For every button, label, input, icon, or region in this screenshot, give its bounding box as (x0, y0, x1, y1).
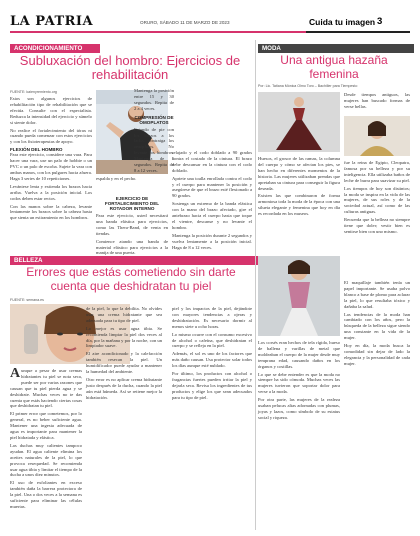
paragraph: Además, el sol es uno de los factores que más daño causan. Usa protector solar todos los días aunque esté nublado. (172, 351, 252, 369)
article3-photo-portrait (344, 116, 410, 156)
paragraph: Lo que se debe entender es que la moda no siempre ha sido cómoda. Muchas veces las mujeres tuvieron que soportar dolor para verse a la moda. (258, 371, 340, 395)
paragraph: espalda y en el pecho. (96, 176, 137, 181)
article3-photo-corset (258, 256, 340, 336)
article3-col4 (344, 280, 410, 367)
paragraph: Por otra parte, las mujeres de la realeza usaban pelucas altas adornadas con plumas, joyas y lazos, como símbolo de su estatus social y riqueza. (258, 397, 340, 420)
article2-col2 (86, 306, 162, 401)
paragraph: Con las manos sobre la cabeza, levante lentamente los brazos sobre la cabeza hasta que sienta un estiramiento en los hombros. (10, 203, 92, 221)
dateline: ORURO, SÁBADO 11 DE MARZO DE 2023 (140, 20, 230, 25)
article3-title: Una antigua hazaña femenina (280, 53, 388, 81)
brand-logo: LA PATRIA (10, 14, 94, 29)
paragraph: Mantenga la posición durante 2 segundos y vuelva lentamente a la posición inicial. Haga de 8 a 12 veces. (172, 232, 252, 250)
article2-source: FUENTE: semana.es (10, 298, 44, 302)
paragraph: Lo mismo ocurre con el consumo excesivo de alcohol o cafeína, que deshidratan el cuerpo y se refleja en la piel. (172, 331, 252, 349)
section-tab (305, 16, 409, 30)
subheading: FLEXIÓN DEL HOMBRO (10, 147, 63, 153)
paragraph: Levántese lenta y extienda los brazos hacia arriba. Vuelva a la posición inicial. Los codos deben estar rectos. (10, 183, 92, 201)
article3-col2 (258, 340, 340, 421)
paragraph: Las duchas muy calientes tampoco ayudan. El agua caliente elimina los aceites naturales de la piel, lo que provoca resequedad. Se recomienda usar agua tibia y limitar el tiempo de la ducha a unos diez minutos. (10, 442, 82, 478)
paragraph: Para este ejercicio, usted necesitará una banda elástica para ejercicios, como las Thera-Band, de venta en tiendas. (96, 213, 168, 236)
page-header (0, 0, 420, 34)
paragraph: de la piel, lo que la debilita. No olvides usar una crema hidratante que sea adecuada para tu tipo de piel. (86, 306, 162, 323)
article1-source: FUENTE: kaienyremiento.org (10, 90, 57, 94)
paragraph: Para este ejercicio, considere una vara. Para hacer una vara, use un palo de hobbie o un PVC o un palo de escoba. Sujete la vara con ambas manos, con los pulgares hacia afuera. Haga 3 series de 10 repeticiones. (10, 152, 92, 181)
paragraph: Los tiempos de hoy son distintos; la moda se inspira en la vida de las mujeres, de sus roles y de la sociedad actual, así como de las culturas antiguas. (344, 185, 410, 215)
paragraph: Mantenga la posición entre 15 y 30 segundos. Repita de 2 a 4 veces. (134, 88, 174, 111)
article3-col3 (344, 160, 410, 235)
paragraph: Por último, los productos con alcohol o fragancias fuertes pueden irritar la piel y dejarla seca. Revisa los ingredientes de tus productos y elige los que sean adecuados para tu tipo de piel. (172, 371, 252, 400)
paragraph: Estos son algunos ejercicios de rehabilitación tipo de rehabilitación que se efectúa. Consulte con el especialista. Reduzca la intensidad del ejercicio y súmelo si siente dolor. (10, 96, 92, 125)
page-number: 3 (377, 16, 383, 27)
article3-col1 (258, 156, 340, 217)
subheading: EJERCICIO DE FORTALECIMIENTO DEL ROTADOR INTERNO (104, 196, 160, 211)
paragraph: No realice el fortalecimiento del tórax ni cuando pueda comenzar con estos ejercicios y con los fisioterapeutas de apoyo. (10, 127, 92, 145)
column-rule (255, 40, 256, 530)
paragraph: Hoy en día, la moda busca la comodidad sin dejar de lado la elegancia y la personalidad de cada mujer. (344, 343, 410, 366)
paragraph: relajado y el codo doblado a 90 grados contra el costado de la cintura. El brazo debe descansar en la cintura con el codo doblado. (172, 150, 252, 173)
paragraph: Comience atando una banda de material elástico para ejercicios a la manija de una puerta. (96, 238, 168, 256)
dropcap-a: A (10, 366, 21, 381)
kicker-belleza: BELLEZA (10, 256, 260, 265)
article1-col2c (96, 196, 168, 256)
section-title: Cuida tu imagen (309, 17, 376, 27)
article2-col1 (10, 368, 82, 510)
article1-col2b (134, 88, 174, 174)
paragraph: piel y los impactos de la piel, dejándote con mayores tendencias a ojeras y deshidratación. Es necesario dormir al menos siete u ocho horas. (172, 306, 252, 329)
paragraph: Desde tiempos antiguos, las mujeres han buscado formas de verse bellas. (344, 92, 410, 109)
paragraph: El uso de exfoliantes en exceso también daña la barrera protectora de la piel. Una o dos veces a la semana es suficiente para eliminar las células muertas. (10, 480, 82, 509)
paragraph: Lo mejor es usar agua tibia. Se recomienda limpiar la piel dos veces al día, por la mañana y por la noche, con un limpiador suave. (86, 325, 162, 349)
article1-col3 (172, 150, 252, 251)
header-rule-pink (10, 31, 306, 33)
paragraph: Las tendencias de la moda han cambiado con los años, pero la búsqueda de la belleza sigue siendo una constante en la vida de la mujer. (344, 311, 410, 341)
paragraph: Recuerda que la belleza no siempre tiene que doler; vestir bien es sentirse bien con uno mismo. (344, 217, 410, 234)
article3-byline: Por: Lic. Tatiana Mónica Olmo Toro – Bachiller para Tiempesto (258, 84, 358, 88)
paragraph: Huesos, el grosor de las ramas, la columna del cuerpo y cómo se afectan los pies, se han hecho en diferentes momentos de la historia. Las mujeres utilizaban prendas que apretaban su cintura para conseguir la figura deseada. (258, 156, 340, 191)
paragraph: Los corsés eran hechos de tela rígida, hueso de ballena y varillas de metal que moldeaban el cuerpo de la mujer desde muy temprana edad, causando daños en los órganos y costillas. (258, 340, 340, 369)
paragraph: El aire acondicionado y la calefacción también resecan la piel. Un humidificador puede ayudar a mantener la humedad del ambiente. (86, 351, 162, 375)
kicker-moda: MODA (258, 44, 414, 53)
paragraph: Otro error es no aplicar crema hidratante justo después de la ducha, cuando la piel aún está húmeda. Así se retiene mejor la hidratación. (86, 376, 162, 400)
article1-col1 (10, 96, 92, 221)
paragraph: El primer error que cometemos, por lo general, es no beber suficiente agua. Mantener una ingesta adecuada de agua es importante para mantener la piel hidratada y elástica. (10, 411, 82, 440)
paragraph: Existen las que combinaron de forma armoniosa toda la moda de la época con una silueta elegante y femenina que hoy en día es recordada en los museos. (258, 193, 340, 217)
paragraph: Apriete una toalla enrollada contra el codo y el cuerpo para mantener la posición y asegúrese de que el brazo esté flexionado a 90 grados. (172, 175, 252, 199)
article3-photo-gown (258, 92, 340, 152)
paragraph: El maquillaje también tenía un papel importante. Se usaba polvo blanco a base de plomo para aclarar la piel, lo que resultaba tóxico y dañaba la salud. (344, 280, 410, 309)
article1-title: Subluxación del hombro: Ejercicios de rehabilitación (19, 53, 241, 82)
subheading: COMPRESIÓN DE OMOPLATOS (134, 114, 174, 125)
paragraph (10, 368, 82, 409)
paragraph: Estando de pie con los brazos a los lados, contraiga los omóplatos. No levante los hombros. Mantenga de 5 segundos. Repita de 8 a 12 veces. (134, 126, 174, 173)
article3-intro (344, 92, 410, 110)
article2-col3 (172, 306, 252, 401)
paragraph-text: unque a pesar de usar cremas hidratantes tu piel se nota seca, puede ser por varias razones que causan que tu piel pierda agua y se deshidrate. Muchas veces no te das cuenta que estás haciendo ciertas cosas que deshidratan tu piel. (10, 368, 82, 409)
kicker-acondicionamiento: ACONDICIONAMIENTO (10, 44, 100, 53)
paragraph: fue la reina de Egipto, Cleopatra, famosa por su belleza y por su inteligencia. Ella utilizaba baños de leche de burra para suavizar su piel. (344, 160, 410, 183)
article1-col2 (96, 176, 168, 182)
article2-title: Errores que estás cometiendo sin darte cuenta que deshidratan tu piel (26, 265, 236, 293)
paragraph: Sostenga un extremo de la banda elástica con la mano del brazo afectado, gire el antebrazo hacia el cuerpo hasta que toque el vientre, descanse y no levante el hombro. (172, 201, 252, 230)
header-rule-dark (306, 31, 410, 33)
